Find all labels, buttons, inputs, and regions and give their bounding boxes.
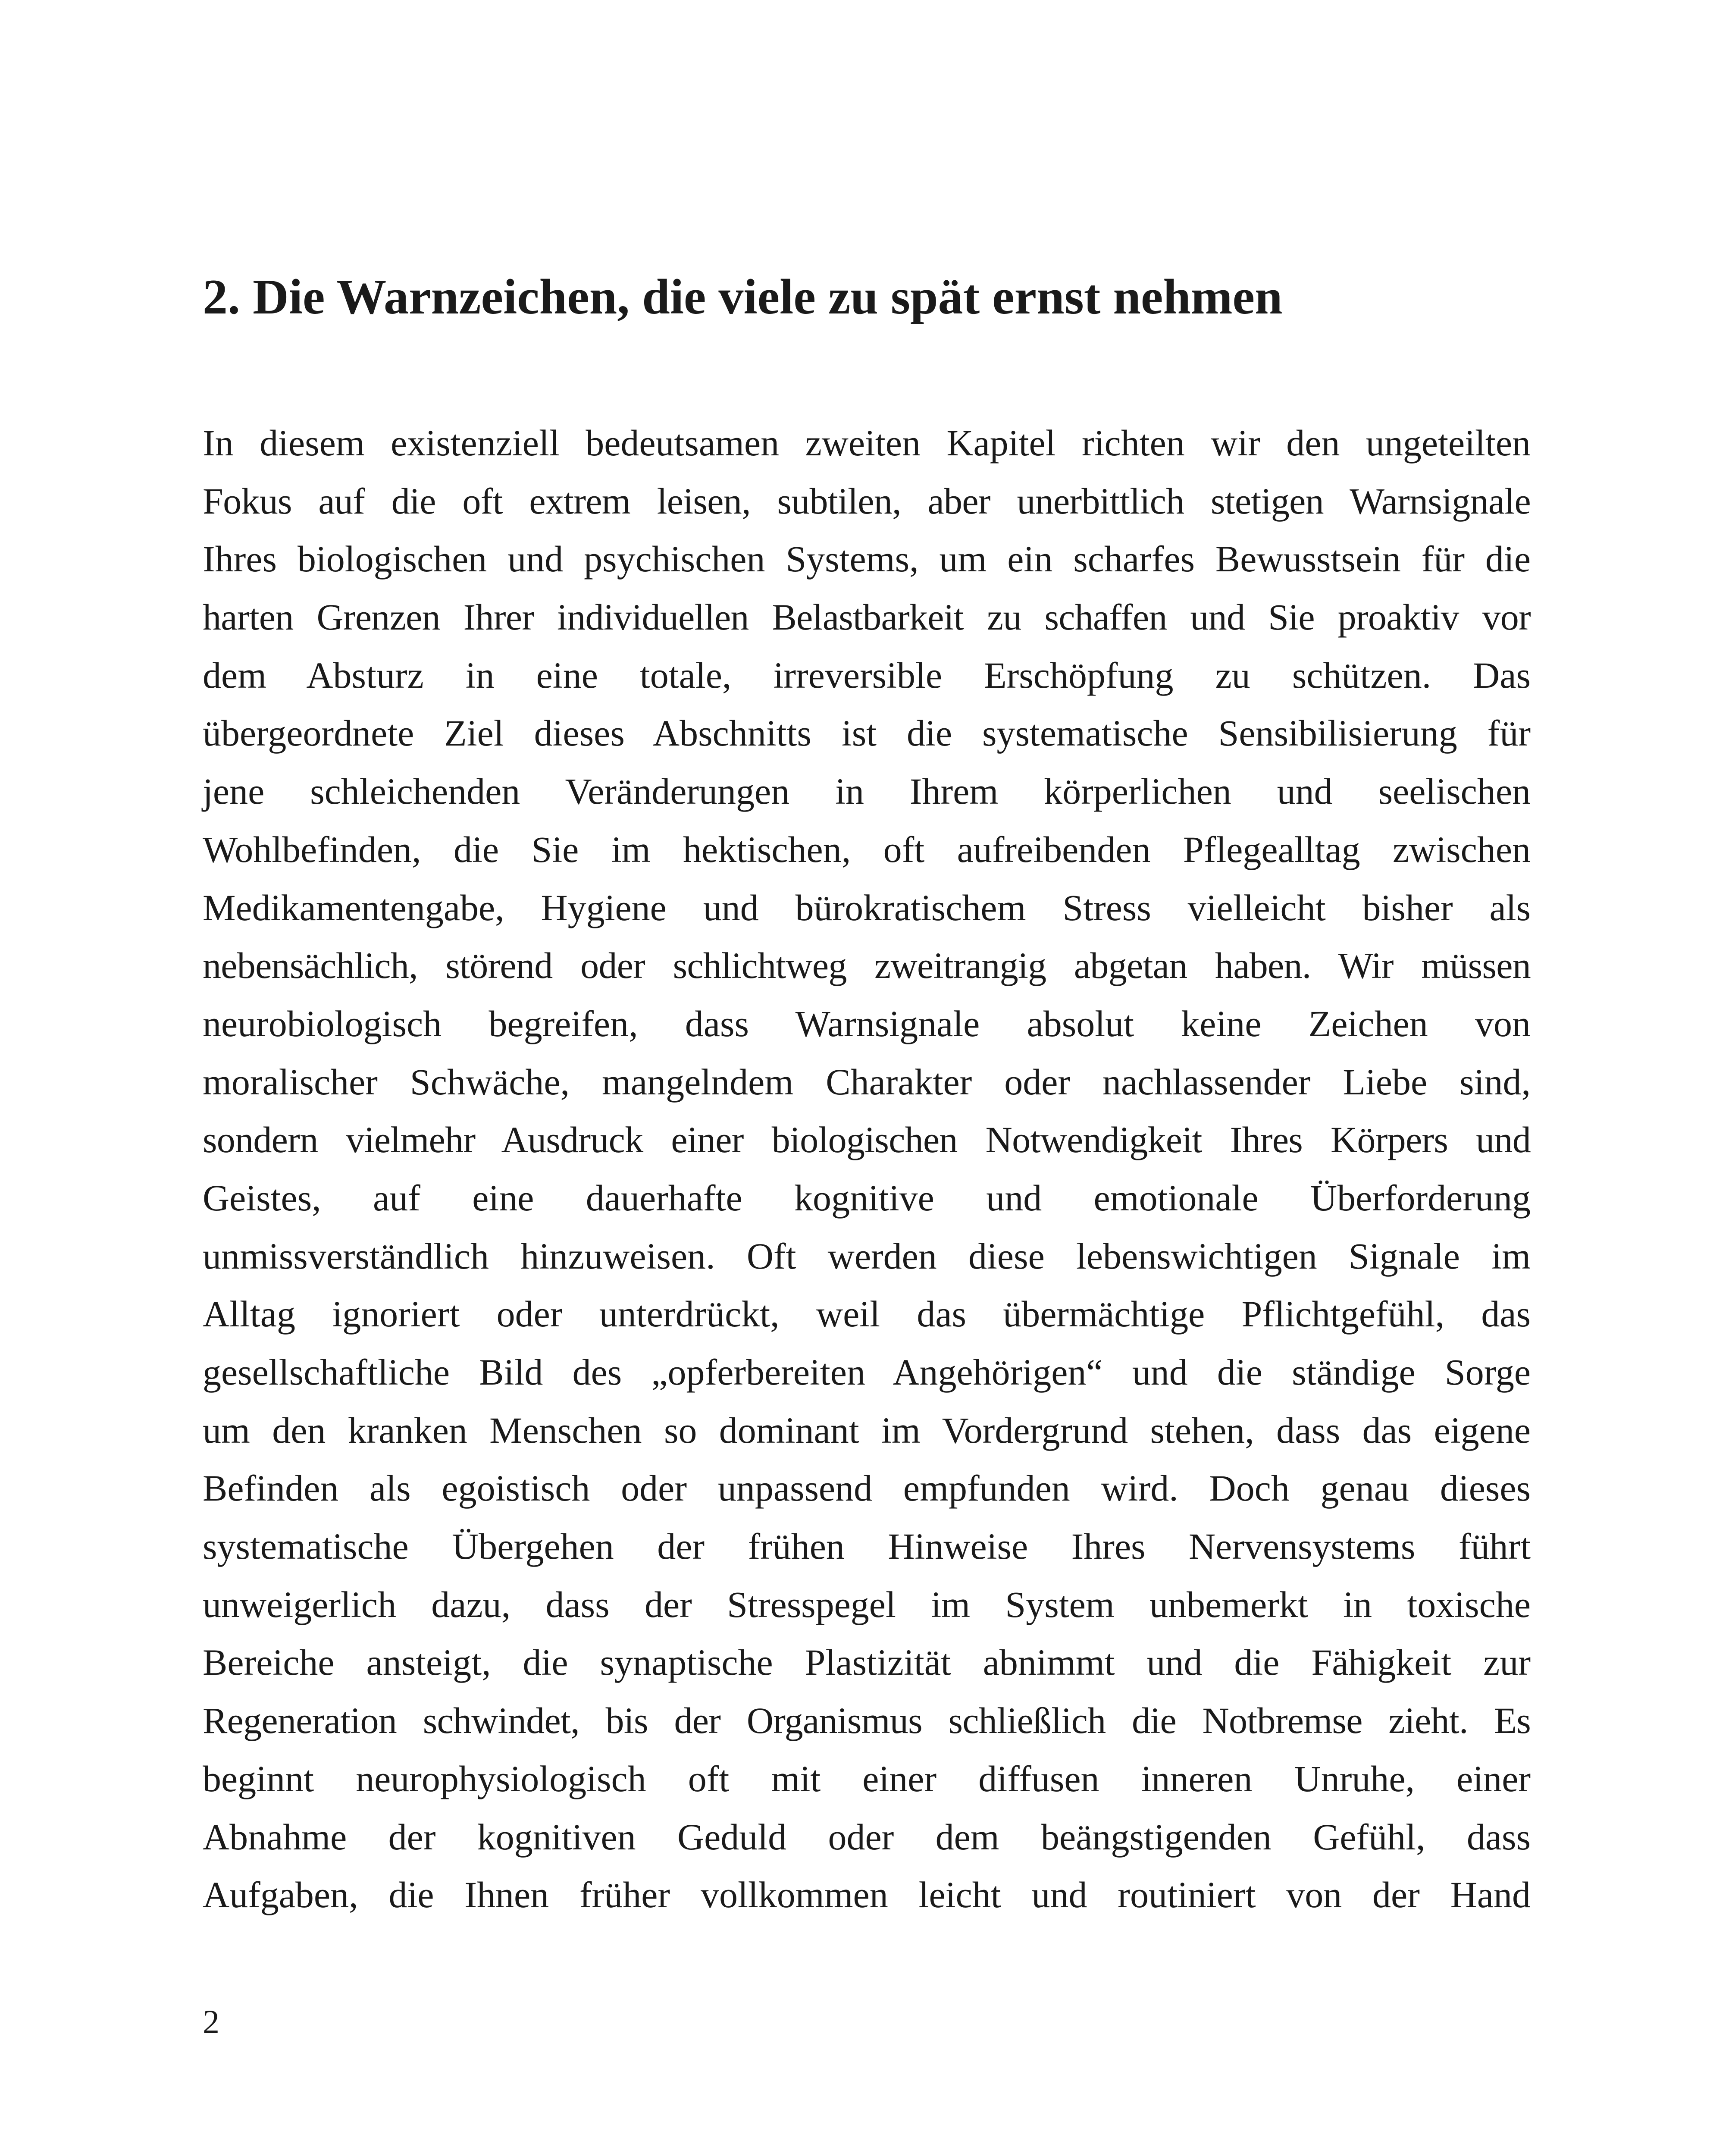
paragraph-line: Medikamentengabe, Hygiene und bürokratischem Stress vielleicht bisher als [203, 887, 1531, 928]
paragraph-line: nebensächlich, störend oder schlichtweg zweitrangig abgetan haben. Wir müssen [203, 945, 1531, 987]
paragraph-line: Fokus auf die oft extrem leisen, subtilen, aber unerbittlich stetigen Warnsignale [203, 480, 1531, 522]
paragraph-line: Regeneration schwindet, bis der Organismus schließlich die Notbremse zieht. Es [203, 1700, 1531, 1742]
paragraph-line: unweigerlich dazu, dass der Stresspegel im System unbemerkt in toxische [203, 1583, 1531, 1625]
paragraph-line: Bereiche ansteigt, die synaptische Plastizität abnimmt und die Fähigkeit zur [203, 1642, 1531, 1683]
paragraph-line: unmissverständlich hinzuweisen. Oft werden diese lebenswichtigen Signale im [203, 1235, 1531, 1277]
paragraph-line: Aufgaben, die Ihnen früher vollkommen leicht und routiniert von der Hand [203, 1874, 1531, 1916]
chapter-body-paragraph [203, 414, 1531, 1924]
paragraph-line: übergeordnete Ziel dieses Abschnitts ist die systematische Sensibilisierung für [203, 712, 1531, 754]
paragraph-line: sondern vielmehr Ausdruck einer biologischen Notwendigkeit Ihres Körpers und [203, 1119, 1531, 1161]
paragraph-line: Alltag ignoriert oder unterdrückt, weil das übermächtige Pflichtgefühl, das [203, 1293, 1531, 1335]
chapter-heading: 2. Die Warnzeichen, die viele zu spät ernst nehmen [203, 270, 1283, 325]
paragraph-line: Wohlbefinden, die Sie im hektischen, oft aufreibenden Pflegealltag zwischen [203, 828, 1531, 870]
paragraph-line: gesellschaftliche Bild des „opferbereiten Angehörigen“ und die ständige Sorge [203, 1351, 1531, 1393]
paragraph-line: dem Absturz in eine totale, irreversible Erschöpfung zu schützen. Das [203, 654, 1531, 696]
paragraph-line: Ihres biologischen und psychischen Systems, um ein scharfes Bewusstsein für die [203, 538, 1531, 580]
paragraph-line: Befinden als egoistisch oder unpassend empfunden wird. Doch genau dieses [203, 1467, 1531, 1509]
paragraph-line: harten Grenzen Ihrer individuellen Belastbarkeit zu schaffen und Sie proaktiv vor [203, 596, 1531, 638]
paragraph-line: In diesem existenziell bedeutsamen zweiten Kapitel richten wir den ungeteilten [203, 422, 1531, 464]
page-number: 2 [203, 2003, 219, 2040]
paragraph-line: um den kranken Menschen so dominant im Vordergrund stehen, dass das eigene [203, 1409, 1531, 1451]
paragraph-line: beginnt neurophysiologisch oft mit einer diffusen inneren Unruhe, einer [203, 1758, 1531, 1799]
paragraph-line: Geistes, auf eine dauerhafte kognitive und emotionale Überforderung [203, 1177, 1531, 1219]
paragraph-line: systematische Übergehen der frühen Hinweise Ihres Nervensystems führt [203, 1526, 1531, 1567]
paragraph-line: jene schleichenden Veränderungen in Ihrem körperlichen und seelischen [203, 771, 1531, 812]
paragraph-line: Abnahme der kognitiven Geduld oder dem beängstigenden Gefühl, dass [203, 1816, 1531, 1858]
paragraph-line: moralischer Schwäche, mangelndem Charakter oder nachlassender Liebe sind, [203, 1061, 1531, 1103]
paragraph-line: neurobiologisch begreifen, dass Warnsignale absolut keine Zeichen von [203, 1003, 1531, 1044]
